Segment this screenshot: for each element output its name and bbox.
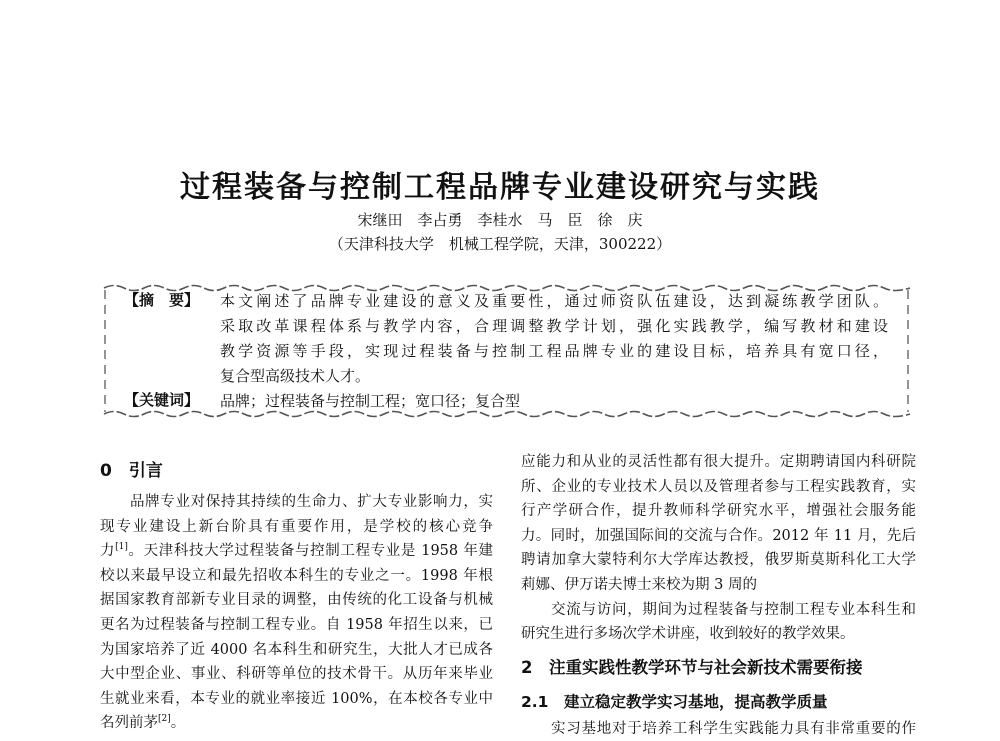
body-line: 品牌专业对保持其持续的生命力、扩大专业影响力，实 — [130, 494, 493, 510]
body-line: 研究生进行多场次学术讲座，收到较好的教学效果。 — [521, 626, 855, 643]
body-line: 应能力和从业的灵活性都有很大提升。定期聘请国内科研院 — [521, 454, 916, 470]
body-line: 名列前茅[2]。 — [100, 714, 186, 732]
body-line: 校以来最早设立和最先招收本科生的专业之一。1998 年根 — [100, 567, 493, 584]
body-line: 交流与访问，期间为过程装备与控制工程专业本科生和 — [551, 601, 916, 618]
body-line: 大中型企业、事业、科研等单位的技术骨干。从历年来毕业 — [100, 666, 493, 683]
body-line: 为国家培养了近 4000 名本科生和研究生，大批人才已成各 — [100, 641, 493, 658]
right-column — [521, 450, 916, 741]
body-line: 更名为过程装备与控制工程专业。自 1958 年招生以来，已 — [100, 616, 493, 633]
section-heading-2: 2 注重实践性教学环节与社会新技术需要衔接 — [521, 657, 863, 677]
abstract-label: 【摘 要】 — [124, 291, 200, 309]
body-line: 行产学研合作，提升教师科学研究水平，增强社会服务能 — [521, 503, 916, 520]
body-line: 现专业建设上新台阶具有重要作用，是学校的核心竞争 — [100, 518, 493, 535]
authors: 宋继田 李占勇 李桂水 马 臣 徐 庆 — [357, 211, 643, 229]
abstract-line: 教学资源等手段，实现过程装备与控制工程品牌专业的建设目标，培养具有宽口径， — [220, 342, 888, 360]
keywords-label: 【关键词】 — [124, 391, 200, 409]
abstract-text — [220, 289, 888, 389]
body-line: 聘请加拿大蒙特利尔大学库达教授，俄罗斯莫斯科化工大学 — [521, 552, 916, 569]
citation-marker: [2] — [158, 714, 171, 725]
affiliation: （天津科技大学 机械工程学院，天津，300222） — [328, 235, 672, 253]
body-line: 据国家教育部新专业目录的调整，由传统的化工设备与机械 — [100, 592, 493, 609]
body-line: 力[1]。天津科技大学过程装备与控制工程专业是 1958 年建 — [100, 542, 494, 560]
body-line: 生就业来看，本专业的就业率接近 100%，在本校各专业中 — [100, 690, 493, 707]
abstract-line: 本文阐述了品牌专业建设的意义及重要性，通过师资队伍建设，达到凝练教学团队。 — [220, 292, 888, 310]
body-line: 力。同时，加强国际间的交流与合作。2012 年 11 月，先后 — [521, 527, 916, 544]
body-line: 实习基地对于培养工科学生实践能力具有非常重要的作 — [551, 720, 916, 737]
paper-title: 过程装备与控制工程品牌专业建设研究与实践 — [180, 170, 820, 205]
body-line: 莉娜、伊万诺夫博士来校为期 3 周的 — [521, 576, 757, 593]
left-column — [100, 452, 493, 736]
keywords-value: 品牌；过程装备与控制工程；宽口径；复合型 — [220, 392, 521, 410]
body-line: 所、企业的专业技术人员以及管理者参与工程实践教育，实 — [521, 478, 916, 495]
citation-marker: [1] — [115, 542, 128, 553]
section-heading-2-1: 2.1 建立稳定教学实习基地，提高教学质量 — [521, 692, 828, 711]
keywords-text — [220, 389, 888, 414]
abstract-line: 复合型高级技术人才。 — [220, 367, 371, 385]
abstract-line: 采取改革课程体系与教学内容，合理调整教学计划，强化实践教学，编写教材和建设 — [220, 317, 888, 335]
section-heading-intro: 0 引言 — [100, 461, 163, 481]
